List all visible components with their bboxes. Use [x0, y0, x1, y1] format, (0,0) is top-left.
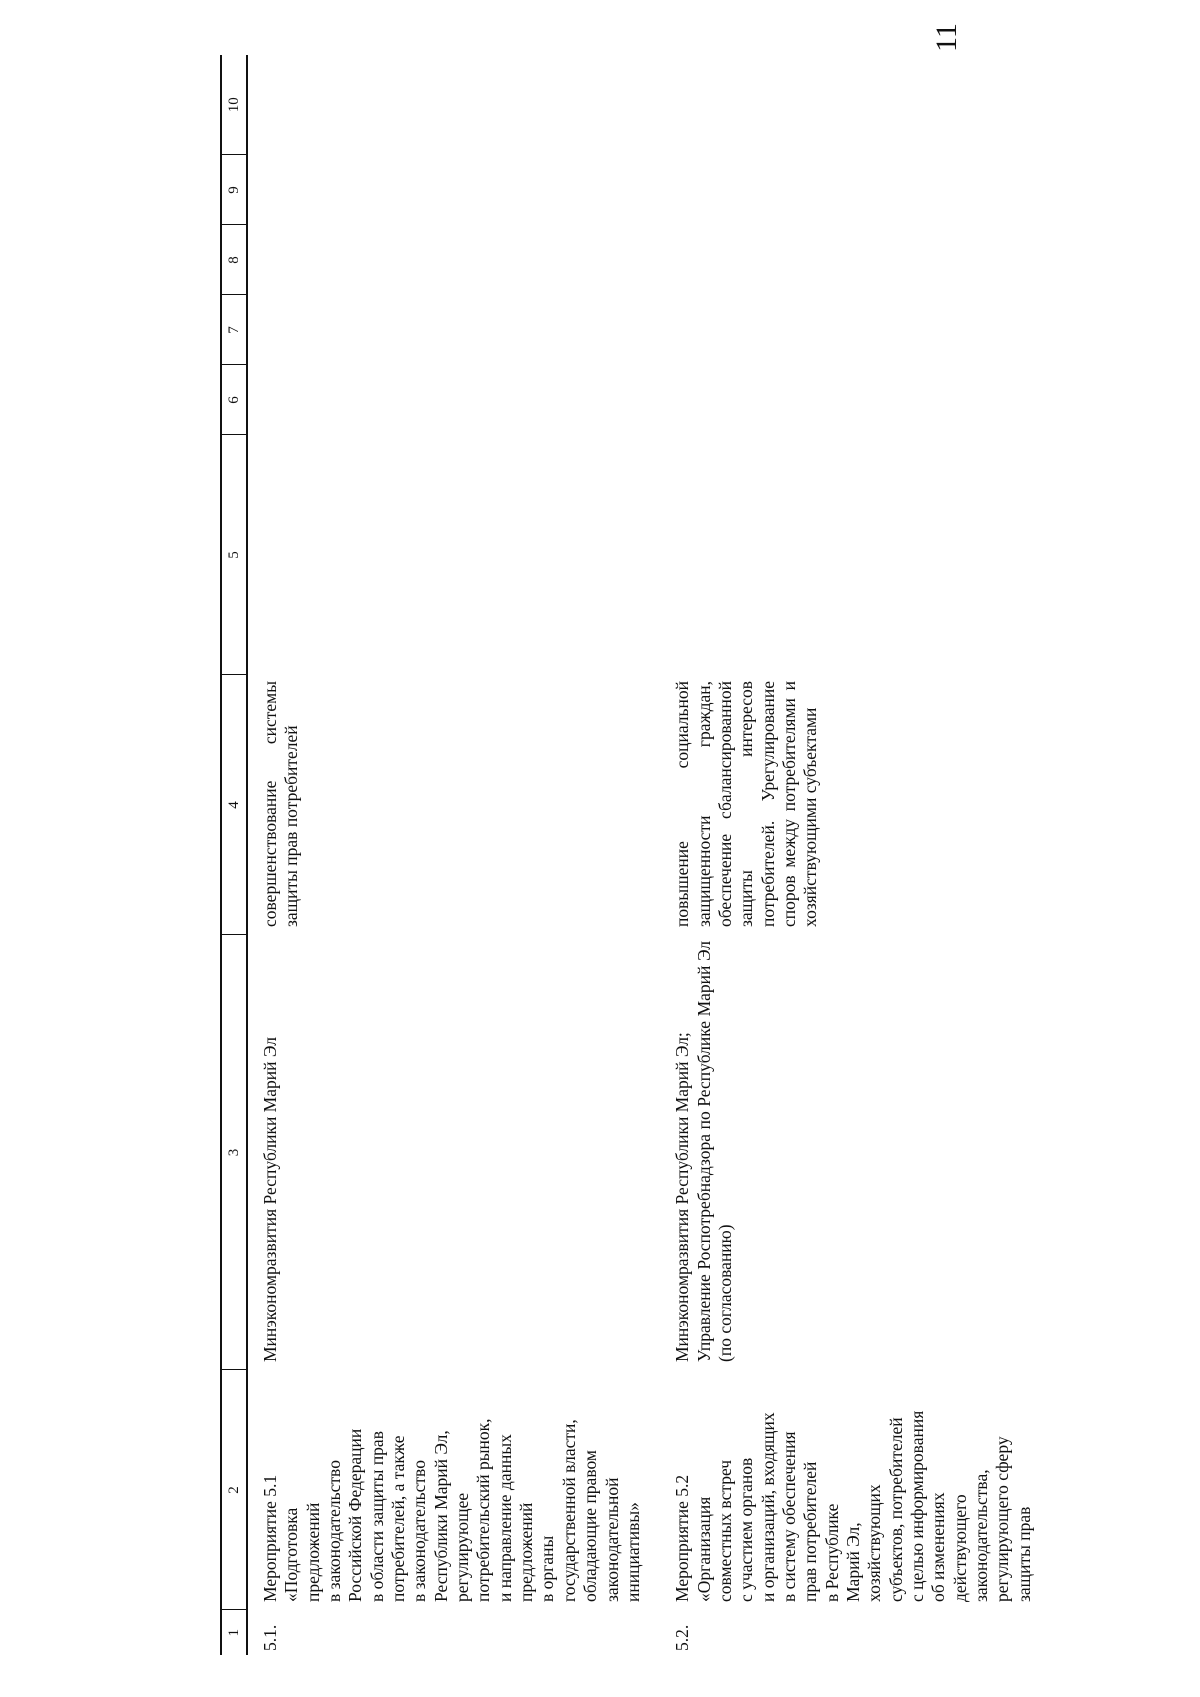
- table-row: [660, 55, 1051, 1655]
- empty-cell: [660, 295, 1051, 365]
- column-header: 7: [221, 295, 247, 365]
- column-header: 6: [221, 365, 247, 435]
- activity-cell: Мероприятие 5.2 «Организация совместных встреч с участием органов и организаций, входящих в систему обеспечения прав потребителей в Республике Марий Эл, хозяйствующих субъектов, потребителей с целью информирования об изменениях действующего законодательства, регулирующего сферу защиты прав: [672, 1410, 1034, 1602]
- column-header: 3: [221, 935, 247, 1370]
- header-row: [221, 55, 247, 1655]
- empty-cell: [660, 155, 1051, 225]
- empty-cell: [660, 365, 1051, 435]
- empty-cell: [660, 225, 1051, 295]
- empty-cell: [247, 365, 660, 435]
- executor-cell: Минэкономразвития Республики Марий Эл; Управление Роспотребнадзора по Республике Марий Эл (по согласованию): [672, 941, 735, 1362]
- column-header: 8: [221, 225, 247, 295]
- column-header: 10: [221, 55, 247, 155]
- row-number: 5.2.: [672, 1624, 693, 1651]
- empty-cell: [247, 295, 660, 365]
- column-header: 2: [221, 1370, 247, 1610]
- empty-cell: [247, 155, 660, 225]
- activity-cell: Мероприятие 5.1 «Подготовка предложений в законодательство Российской Федерации в области защиты прав потребителей, а также в законодательство Республики Марий Эл, регулирующее потребительский рынок, и направление данных предложений в органы государственной власти, обладающие правом законодательной инициативы»: [260, 1418, 643, 1602]
- result-cell: повышение социальной защищенности граждан, обеспечение сбалансированной защиты интересов потребителей. Урегулирование споров между потребителями и хозяйствующими субъектами: [672, 681, 821, 927]
- column-header: 4: [221, 675, 247, 935]
- empty-cell: [247, 435, 660, 675]
- page-number: 11: [930, 23, 963, 52]
- column-header: 1: [221, 1610, 247, 1655]
- column-header: 9: [221, 155, 247, 225]
- empty-cell: [247, 55, 660, 155]
- executor-cell: Минэкономразвития Республики Марий Эл: [260, 1037, 280, 1362]
- events-table: [220, 55, 1051, 1655]
- empty-cell: [660, 55, 1051, 155]
- empty-cell: [660, 435, 1051, 675]
- result-cell: совершенствование системы защиты прав потребителей: [260, 681, 302, 927]
- column-header: 5: [221, 435, 247, 675]
- table-row: [247, 55, 660, 1655]
- rotated-table-container: [220, 55, 1034, 1655]
- empty-cell: [247, 225, 660, 295]
- row-number: 5.1.: [260, 1624, 280, 1651]
